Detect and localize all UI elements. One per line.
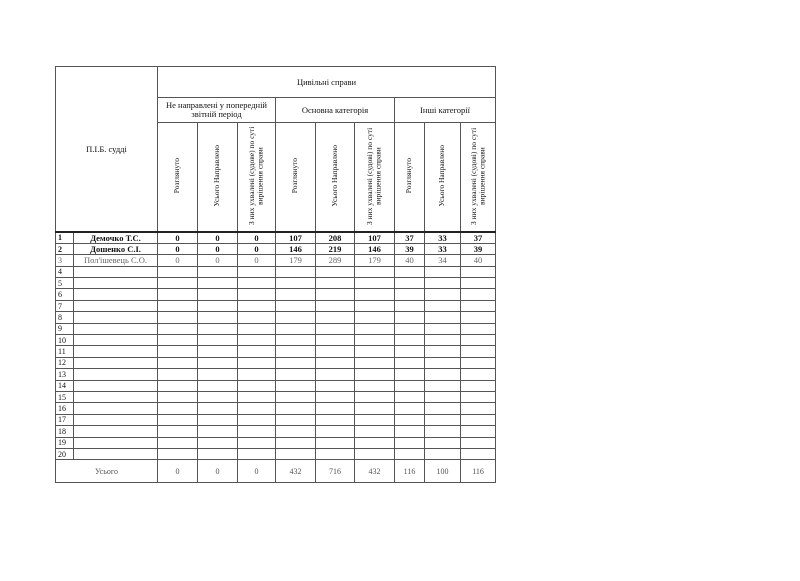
value-cell: [425, 278, 461, 289]
table-row: [56, 255, 496, 266]
value-cell: [355, 357, 395, 368]
value-cell: [425, 380, 461, 391]
total-value: 432: [276, 460, 316, 483]
value-cell: [198, 448, 238, 459]
value-cell: [276, 278, 316, 289]
value-cell: [461, 448, 496, 459]
value-cell: [238, 323, 276, 334]
value-cell: [198, 380, 238, 391]
value-cell: [238, 403, 276, 414]
value-cell: [276, 266, 316, 277]
value-cell: [355, 346, 395, 357]
judge-name: Демочко Т.С.: [74, 232, 158, 244]
value-cell: [316, 323, 355, 334]
table-row: [56, 243, 496, 254]
value-cell: [461, 437, 496, 448]
value-cell: [158, 312, 198, 323]
judge-name: [74, 414, 158, 425]
value-cell: [425, 357, 461, 368]
judge-name: [74, 323, 158, 334]
total-value: 100: [425, 460, 461, 483]
value-cell: 179: [276, 255, 316, 266]
row-number: 1: [56, 232, 74, 244]
row-number: 8: [56, 312, 74, 323]
judge-name: [74, 312, 158, 323]
total-row: [56, 460, 496, 483]
value-cell: [425, 403, 461, 414]
table-row: [56, 335, 496, 346]
column-header: З них ухвалені (судові) по суті вирішення справи: [461, 123, 496, 232]
judge-name: [74, 391, 158, 402]
value-cell: [238, 448, 276, 459]
value-cell: [395, 403, 425, 414]
value-cell: [395, 323, 425, 334]
report-sheet: [55, 66, 496, 483]
column-header: Розглянуто: [276, 123, 316, 232]
value-cell: [395, 335, 425, 346]
column-header: З них ухвалені (судові) по суті вирішення справи: [355, 123, 395, 232]
row-number: 10: [56, 335, 74, 346]
value-cell: 107: [355, 232, 395, 244]
civil-cases-table: [55, 66, 496, 483]
value-cell: [425, 391, 461, 402]
value-cell: 34: [425, 255, 461, 266]
row-number: 3: [56, 255, 74, 266]
column-header: Розглянуто: [158, 123, 198, 232]
total-value: 716: [316, 460, 355, 483]
value-cell: [461, 426, 496, 437]
value-cell: 0: [158, 232, 198, 244]
value-cell: [461, 414, 496, 425]
total-value: 116: [461, 460, 496, 483]
value-cell: [461, 369, 496, 380]
value-cell: [425, 346, 461, 357]
value-cell: [276, 369, 316, 380]
value-cell: [158, 335, 198, 346]
row-number: 2: [56, 243, 74, 254]
value-cell: [198, 403, 238, 414]
judge-name: [74, 278, 158, 289]
row-number: 14: [56, 380, 74, 391]
value-cell: [425, 266, 461, 277]
value-cell: [425, 289, 461, 300]
value-cell: [316, 414, 355, 425]
value-cell: [238, 346, 276, 357]
row-number: 12: [56, 357, 74, 368]
total-label: Усього: [56, 460, 158, 483]
value-cell: [198, 437, 238, 448]
judge-name: [74, 448, 158, 459]
value-cell: [355, 289, 395, 300]
value-cell: [355, 448, 395, 459]
value-cell: [316, 437, 355, 448]
value-cell: [316, 426, 355, 437]
table-row: [56, 323, 496, 334]
column-header: Розглянуто: [395, 123, 425, 232]
value-cell: [276, 346, 316, 357]
value-cell: [425, 414, 461, 425]
table-row: [56, 414, 496, 425]
value-cell: [158, 278, 198, 289]
value-cell: [395, 300, 425, 311]
judge-name: [74, 300, 158, 311]
table-row: [56, 300, 496, 311]
value-cell: [198, 266, 238, 277]
value-cell: [395, 357, 425, 368]
value-cell: [316, 391, 355, 402]
sub-header-previous-period: Не направлені у попередній звітній період: [158, 98, 276, 123]
row-number: 18: [56, 426, 74, 437]
value-cell: 37: [395, 232, 425, 244]
total-value: 0: [238, 460, 276, 483]
value-cell: [425, 312, 461, 323]
value-cell: [158, 357, 198, 368]
sub-header-other-categories: Інші категорії: [395, 98, 496, 123]
value-cell: [316, 357, 355, 368]
judge-name: [74, 335, 158, 346]
column-header: Усього Направлено: [316, 123, 355, 232]
value-cell: 0: [158, 255, 198, 266]
value-cell: [276, 335, 316, 346]
value-cell: [316, 278, 355, 289]
column-header: Усього Направлено: [198, 123, 238, 232]
total-value: 0: [198, 460, 238, 483]
value-cell: 37: [461, 232, 496, 244]
value-cell: [395, 289, 425, 300]
value-cell: [461, 300, 496, 311]
value-cell: [355, 323, 395, 334]
value-cell: [316, 300, 355, 311]
row-number: 20: [56, 448, 74, 459]
value-cell: 107: [276, 232, 316, 244]
value-cell: [158, 323, 198, 334]
value-cell: [198, 289, 238, 300]
value-cell: [355, 300, 395, 311]
table-row: [56, 312, 496, 323]
row-number: 7: [56, 300, 74, 311]
value-cell: [316, 289, 355, 300]
value-cell: [461, 289, 496, 300]
judge-name: Дошенко С.І.: [74, 243, 158, 254]
value-cell: [238, 391, 276, 402]
judge-name: Пол'ішевець С.О.: [74, 255, 158, 266]
table-row: [56, 289, 496, 300]
value-cell: [158, 414, 198, 425]
value-cell: [461, 357, 496, 368]
row-number: 13: [56, 369, 74, 380]
value-cell: [198, 312, 238, 323]
judge-name: [74, 437, 158, 448]
table-row: [56, 391, 496, 402]
value-cell: [158, 426, 198, 437]
value-cell: [395, 380, 425, 391]
value-cell: [355, 335, 395, 346]
value-cell: [276, 414, 316, 425]
value-cell: [276, 426, 316, 437]
value-cell: [158, 448, 198, 459]
value-cell: [425, 323, 461, 334]
value-cell: [355, 312, 395, 323]
value-cell: [198, 414, 238, 425]
value-cell: [276, 437, 316, 448]
value-cell: [395, 312, 425, 323]
value-cell: [276, 289, 316, 300]
value-cell: [238, 335, 276, 346]
value-cell: [198, 391, 238, 402]
value-cell: [158, 369, 198, 380]
sub-header-main-category: Основна категорія: [276, 98, 395, 123]
judge-name: [74, 266, 158, 277]
value-cell: [158, 391, 198, 402]
value-cell: [355, 426, 395, 437]
table-row: [56, 369, 496, 380]
row-number: 9: [56, 323, 74, 334]
value-cell: [461, 346, 496, 357]
value-cell: [158, 346, 198, 357]
value-cell: 33: [425, 232, 461, 244]
table-row: [56, 403, 496, 414]
value-cell: 40: [461, 255, 496, 266]
row-number: 16: [56, 403, 74, 414]
value-cell: [355, 391, 395, 402]
value-cell: [461, 312, 496, 323]
value-cell: [316, 369, 355, 380]
value-cell: [461, 403, 496, 414]
value-cell: [276, 357, 316, 368]
value-cell: [158, 403, 198, 414]
value-cell: [238, 300, 276, 311]
row-number: 17: [56, 414, 74, 425]
total-value: 0: [158, 460, 198, 483]
value-cell: 289: [316, 255, 355, 266]
table-row: [56, 278, 496, 289]
value-cell: [238, 414, 276, 425]
row-number: 19: [56, 437, 74, 448]
total-value: 116: [395, 460, 425, 483]
judge-name: [74, 426, 158, 437]
row-number: 15: [56, 391, 74, 402]
value-cell: [316, 380, 355, 391]
row-number: 5: [56, 278, 74, 289]
value-cell: [276, 403, 316, 414]
value-cell: 39: [395, 243, 425, 254]
judge-name: [74, 346, 158, 357]
judge-name: [74, 357, 158, 368]
value-cell: [355, 414, 395, 425]
value-cell: [238, 380, 276, 391]
value-cell: 219: [316, 243, 355, 254]
value-cell: [238, 289, 276, 300]
value-cell: [158, 437, 198, 448]
value-cell: [395, 369, 425, 380]
value-cell: [461, 278, 496, 289]
value-cell: [158, 266, 198, 277]
value-cell: [238, 437, 276, 448]
value-cell: 40: [395, 255, 425, 266]
column-header: Усього Направлено: [425, 123, 461, 232]
value-cell: [395, 437, 425, 448]
row-number: 11: [56, 346, 74, 357]
row-number: 4: [56, 266, 74, 277]
value-cell: 0: [198, 243, 238, 254]
value-cell: [316, 266, 355, 277]
value-cell: [395, 391, 425, 402]
value-cell: [425, 426, 461, 437]
table-row: [56, 266, 496, 277]
value-cell: 33: [425, 243, 461, 254]
value-cell: [198, 346, 238, 357]
table-row: [56, 357, 496, 368]
value-cell: [425, 448, 461, 459]
value-cell: [355, 380, 395, 391]
value-cell: [238, 312, 276, 323]
value-cell: [198, 300, 238, 311]
value-cell: [276, 323, 316, 334]
value-cell: [461, 266, 496, 277]
value-cell: [316, 403, 355, 414]
judge-name: [74, 403, 158, 414]
value-cell: 39: [461, 243, 496, 254]
value-cell: [276, 448, 316, 459]
value-cell: [316, 346, 355, 357]
value-cell: 146: [276, 243, 316, 254]
judge-name: [74, 289, 158, 300]
judge-name-header: П.І.Б. судді: [56, 67, 158, 232]
value-cell: [276, 391, 316, 402]
value-cell: [198, 278, 238, 289]
value-cell: [198, 323, 238, 334]
table-row: [56, 232, 496, 244]
value-cell: [198, 335, 238, 346]
value-cell: [395, 266, 425, 277]
value-cell: [158, 380, 198, 391]
value-cell: [395, 414, 425, 425]
table-row: [56, 448, 496, 459]
value-cell: [355, 278, 395, 289]
value-cell: [238, 266, 276, 277]
table-row: [56, 380, 496, 391]
value-cell: 0: [238, 232, 276, 244]
column-header: З них ухвалені (судове) по суті вирішення справи: [238, 123, 276, 232]
value-cell: [238, 278, 276, 289]
value-cell: [395, 426, 425, 437]
value-cell: [158, 289, 198, 300]
table-row: [56, 437, 496, 448]
judge-name: [74, 369, 158, 380]
value-cell: 0: [158, 243, 198, 254]
value-cell: [425, 335, 461, 346]
value-cell: [238, 357, 276, 368]
value-cell: [425, 300, 461, 311]
value-cell: 0: [198, 255, 238, 266]
value-cell: 0: [198, 232, 238, 244]
value-cell: [316, 448, 355, 459]
value-cell: [461, 391, 496, 402]
value-cell: 0: [238, 243, 276, 254]
value-cell: 208: [316, 232, 355, 244]
value-cell: [355, 403, 395, 414]
value-cell: [276, 300, 316, 311]
judge-name: [74, 380, 158, 391]
value-cell: [461, 380, 496, 391]
group-header: Цивільні справи: [158, 67, 496, 98]
value-cell: [395, 346, 425, 357]
total-value: 432: [355, 460, 395, 483]
value-cell: [198, 357, 238, 368]
value-cell: [276, 312, 316, 323]
value-cell: [355, 369, 395, 380]
value-cell: [238, 426, 276, 437]
value-cell: 179: [355, 255, 395, 266]
value-cell: [316, 312, 355, 323]
value-cell: [198, 369, 238, 380]
value-cell: 146: [355, 243, 395, 254]
value-cell: [395, 448, 425, 459]
value-cell: [276, 380, 316, 391]
value-cell: [461, 323, 496, 334]
table-row: [56, 426, 496, 437]
value-cell: [355, 437, 395, 448]
value-cell: [316, 335, 355, 346]
value-cell: 0: [238, 255, 276, 266]
value-cell: [158, 300, 198, 311]
value-cell: [425, 369, 461, 380]
value-cell: [425, 437, 461, 448]
value-cell: [395, 278, 425, 289]
value-cell: [355, 266, 395, 277]
value-cell: [198, 426, 238, 437]
row-number: 6: [56, 289, 74, 300]
value-cell: [461, 335, 496, 346]
table-row: [56, 346, 496, 357]
value-cell: [238, 369, 276, 380]
